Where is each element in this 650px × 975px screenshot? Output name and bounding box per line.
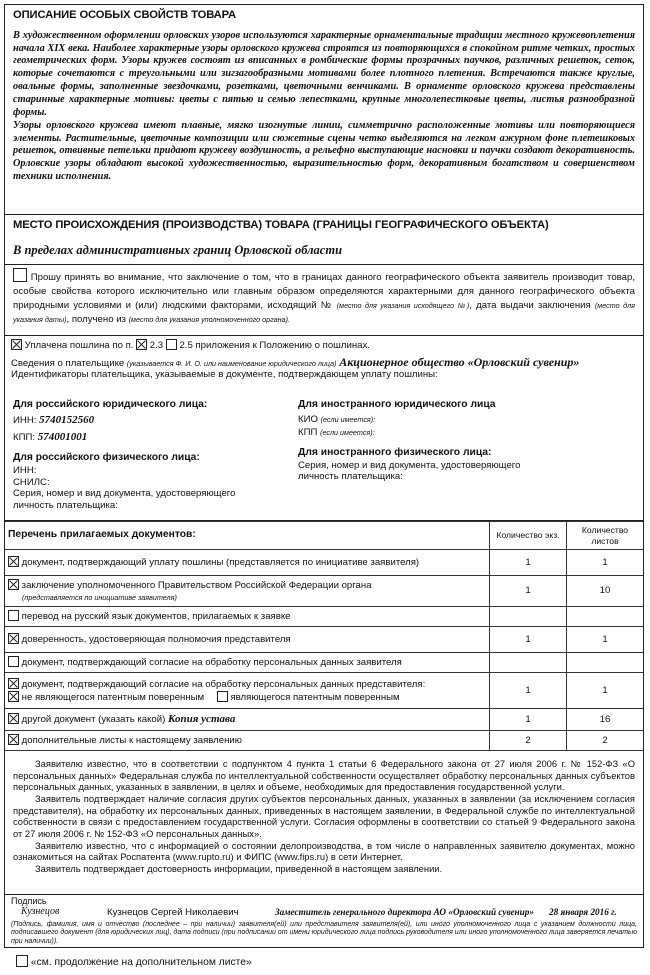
- signer-position: Заместитель генерального директора АО «Орловский сувенир»: [275, 906, 534, 917]
- documents-table: [5, 521, 643, 751]
- signer-name: Кузнецов Сергей Николаевич: [107, 906, 239, 918]
- payer-note: (указывается Ф. И. О. или наименование юридического лица): [126, 358, 337, 368]
- ru-person-title: Для российского физического лица:: [13, 452, 200, 464]
- kpp-value: 574001001: [37, 430, 88, 443]
- legal-paragraph-3: Заявителю известно, что с информацией о состоянии делопроизводства, в том числе о направленных заявителю документах, можно ознакомиться на сайтах Роспатента (www.rupto.ru) и ФИПС (www.fips.ru) в сети Интернет.: [13, 839, 635, 863]
- doc-sheets: [567, 653, 644, 673]
- doc-checkbox[interactable]: [8, 713, 19, 724]
- attorney-checkbox[interactable]: [217, 691, 228, 702]
- attorney-label: являющегося патентным поверенным: [230, 691, 400, 703]
- ru-legal-block: [13, 399, 303, 512]
- payer-value: Акционерное общество «Орловский сувенир»: [339, 354, 580, 369]
- table-header-row: [5, 522, 643, 550]
- doc-label: документ, подтверждающий согласие на обработку персональных данных представителя:: [21, 678, 426, 690]
- ru-doc-label: Серия, номер и вид документа, удостоверяющего личность плательщика:: [13, 488, 236, 512]
- payer-ids-label: Идентификаторы плательщика, указываемые в документе, подтверждающем уплату пошлины:: [11, 369, 438, 381]
- snils-label: СНИЛС:: [13, 476, 50, 488]
- doc-sheets: 1: [567, 627, 644, 653]
- fee-point-2-5-label: 2.5 приложения к Положению о пошлинах.: [179, 340, 370, 351]
- divider: [5, 335, 643, 336]
- origin-value: В пределах административных границ Орловской области: [13, 242, 343, 257]
- fee-point-2-3-label: 2.3: [149, 340, 164, 351]
- not-attorney-checkbox[interactable]: [8, 691, 19, 702]
- description-paragraph-2: Узоры орловского кружева имеют плавные, мягко изогнутые линии, симметрично расположенные мотивы или повторяющиеся элементы. Растительные, цветочные композиции или сюжетные сцены четко выделяются на легком ажурном фоне плетешковых решеток, отвивные петельки придают кружеву воздушность, а рельефно выступающие насновки и паучки создают декоративность. Орловские узоры обладают высокой художественностью, выразительностью форм, декоративным богатством и совершенством техники исполнения.: [13, 119, 635, 183]
- doc-checkbox[interactable]: [8, 633, 19, 644]
- conclusion-checkbox[interactable]: [13, 268, 27, 282]
- divider: [5, 214, 643, 215]
- doc-checkbox[interactable]: [8, 678, 19, 689]
- doc-copies: [490, 607, 567, 627]
- table-row: [5, 653, 643, 673]
- signature-scribble: Кузнецов: [21, 905, 60, 917]
- fee-paid-row: [11, 339, 637, 352]
- foreign-doc-label: Серия, номер и вид документа, удостоверяющего личность плательщика:: [298, 459, 521, 483]
- legal-paragraph-4: Заявитель подтверждает достоверность информации, приведенной в настоящем заявлении.: [35, 862, 443, 874]
- doc-label: документ, подтверждающий согласие на обработку персональных данных заявителя: [21, 657, 402, 669]
- description-section: [5, 9, 643, 184]
- doc-copies: 2: [490, 731, 567, 751]
- kpp2-label: КПП: [298, 427, 318, 439]
- doc-label: дополнительные листы к настоящему заявлению: [21, 735, 242, 747]
- signature-note: (Подпись, фамилия, имя и отчество (последнее – при наличии) заявителя(ей) или представителя заявителя(ей), или иного уполномоченного лица с указанием должности лица, подписавшего документ (для юридических лиц), дата подписи (при подписании от имени юридического лица подпись руководителя или иного уполномоченного лица заверяется печатью при наличии)).: [11, 920, 637, 945]
- doc-copies: 1: [490, 709, 567, 731]
- fee-point-2-5-checkbox[interactable]: [166, 339, 177, 350]
- conclusion-number-note: (место для указания исходящего №): [336, 300, 470, 310]
- legal-section: [5, 758, 643, 875]
- kio-note: (если имеется):: [320, 414, 376, 424]
- fee-point-2-3-checkbox[interactable]: [136, 339, 147, 350]
- kio-label: КИО: [298, 413, 318, 425]
- doc-sheets: 1: [567, 550, 644, 576]
- doc-label: заключение уполномоченного Правительством Российской Федерации органа: [21, 579, 372, 591]
- payer-row: [11, 355, 637, 370]
- conclusion-date-label: , дата выдачи заключения: [469, 299, 591, 311]
- doc-checkbox[interactable]: [8, 656, 19, 667]
- conclusion-section: [5, 268, 643, 327]
- doc-copies: [490, 653, 567, 673]
- signature-section: [5, 896, 643, 946]
- doc-sheets: 10: [567, 576, 644, 607]
- legal-paragraph-2: Заявитель подтверждает наличие согласия других субъектов персональных данных, указанных в заявлении (за исключением согласия представителя), на обработку их персональных данных, приведенных в настоящем заявлении, в Федеральной службе по интеллектуальной собственности в связи с предоставлением государственной услуги. Согласия оформлены в соответствии со статьей 9 Федерального закона от 27 июля 2006 г. № 152-ФЗ «О персональных данных».: [13, 792, 635, 839]
- doc-sheets: 2: [567, 731, 644, 751]
- table-row: [5, 673, 643, 709]
- doc-sheets: 1: [567, 673, 644, 709]
- application-form: [4, 4, 644, 948]
- signature-label: Подпись: [11, 896, 47, 906]
- kpp-label: КПП:: [13, 431, 36, 443]
- table-row: [5, 627, 643, 653]
- not-attorney-label: не являющегося патентным поверенным: [21, 691, 205, 703]
- continuation-checkbox[interactable]: [16, 955, 28, 967]
- doc-checkbox[interactable]: [8, 579, 19, 590]
- fee-paid-checkbox[interactable]: [11, 339, 22, 350]
- doc-note: (представляется по инициативе заявителя): [22, 592, 177, 602]
- table-row: [5, 731, 643, 751]
- origin-section: [5, 219, 643, 258]
- doc-copies: 1: [490, 576, 567, 607]
- doc-label: документ, подтверждающий уплату пошлины (представляется по инициативе заявителя): [21, 557, 420, 569]
- doc-extra-value: Копия устава: [167, 712, 236, 725]
- inn-value: 5740152560: [39, 413, 95, 426]
- doc-sheets: [567, 607, 644, 627]
- description-paragraph-1: В художественном оформлении орловских узоров используются характерные орнаментальные традиции местного кружевоплетения начала XIX века. Наиболее характерные узоры орловского кружева строятся из повторяющихся в спокойном ритме четких, простых геометрических форм. Узоры кружев состоят из вписанных в ромбические формы прозрачных паучков, различных решеток, сеток, которые сочетаются с треугольными или зигзагообразными мотивами более плотного плетения. Встречаются также круглые, овальные формы, заполненные звездочками, розетками, цветочными венчиками. В орнаменте орловского кружева представлены старинные характерные мотивы: цветы с пятью и семью лепестками, крупные многолепестковые цветы, листья разнообразной формы.: [13, 29, 635, 118]
- conclusion-text: Прошу принять во внимание, что заключение о том, что в границах данного географического объекта заявитель производит товар, особые свойства которого исключительно или главным образом определяются характерными для данного географического объекта природными условиями и (или) людскими факторами, исходящий №: [13, 272, 635, 311]
- divider: [5, 264, 643, 265]
- table-row: [5, 576, 643, 607]
- fee-section: [5, 339, 643, 381]
- fee-paid-label: Уплачена пошлина по п.: [24, 340, 134, 351]
- doc-copies: 1: [490, 550, 567, 576]
- ru-legal-title: Для российского юридического лица:: [13, 399, 208, 410]
- inn2-label: ИНН:: [13, 464, 37, 476]
- doc-label: доверенность, удостоверяющая полномочия представителя: [21, 634, 291, 646]
- foreign-person-title: Для иностранного физического лица:: [298, 446, 492, 458]
- signature-date: 28 января 2016 г.: [549, 906, 617, 917]
- doc-label: другой документ (указать какой): [21, 713, 166, 725]
- origin-title: МЕСТО ПРОИСХОЖДЕНИЯ (ПРОИЗВОДСТВА) ТОВАРА (ГРАНИЦЫ ГЕОГРАФИЧЕСКОГО ОБЪЕКТА): [13, 219, 549, 231]
- foreign-block: [298, 399, 628, 483]
- foreign-legal-title: Для иностранного юридического лица: [298, 399, 496, 410]
- legal-paragraph-1: Заявителю известно, что в соответствии с подпунктом 4 пункта 1 статьи 6 Федерального закона от 27 июля 2006 г. № 152-ФЗ «О персональных данных» Федеральная служба по интеллектуальной собственности осуществляет обработку персональных данных субъектов персональных данных, указанных в заявлении, в целях и объеме, необходимых для предоставления государственной услуги.: [13, 758, 635, 793]
- conclusion-org-note: (место для указания уполномоченного органа).: [128, 314, 290, 324]
- divider: [5, 894, 643, 895]
- table-row: [5, 709, 643, 731]
- col-sheets: Количество листов: [567, 522, 644, 550]
- continuation-label: «см. продолжение на дополнительном листе»: [30, 957, 252, 968]
- conclusion-source-label: , получено из: [66, 313, 126, 325]
- conclusion-date-note: (место для указания даты): [13, 300, 635, 324]
- doc-checkbox[interactable]: [8, 610, 19, 621]
- continuation-row: [16, 955, 252, 970]
- doc-checkbox[interactable]: [8, 734, 19, 745]
- payer-label: Сведения о плательщике: [11, 357, 125, 369]
- doc-label: перевод на русский язык документов, прилагаемых к заявке: [21, 611, 291, 623]
- table-row: [5, 550, 643, 576]
- table-row: [5, 607, 643, 627]
- doc-copies: 1: [490, 673, 567, 709]
- inn-label: ИНН:: [13, 414, 37, 426]
- col-copies: Количество экз.: [490, 522, 567, 550]
- kpp2-note: (если имеется):: [320, 428, 375, 438]
- doc-copies: 1: [490, 627, 567, 653]
- doc-checkbox[interactable]: [8, 556, 19, 567]
- description-title: ОПИСАНИЕ ОСОБЫХ СВОЙСТВ ТОВАРА: [13, 9, 236, 21]
- doc-sheets: 16: [567, 709, 644, 731]
- docs-header: Перечень прилагаемых документов:: [5, 522, 490, 550]
